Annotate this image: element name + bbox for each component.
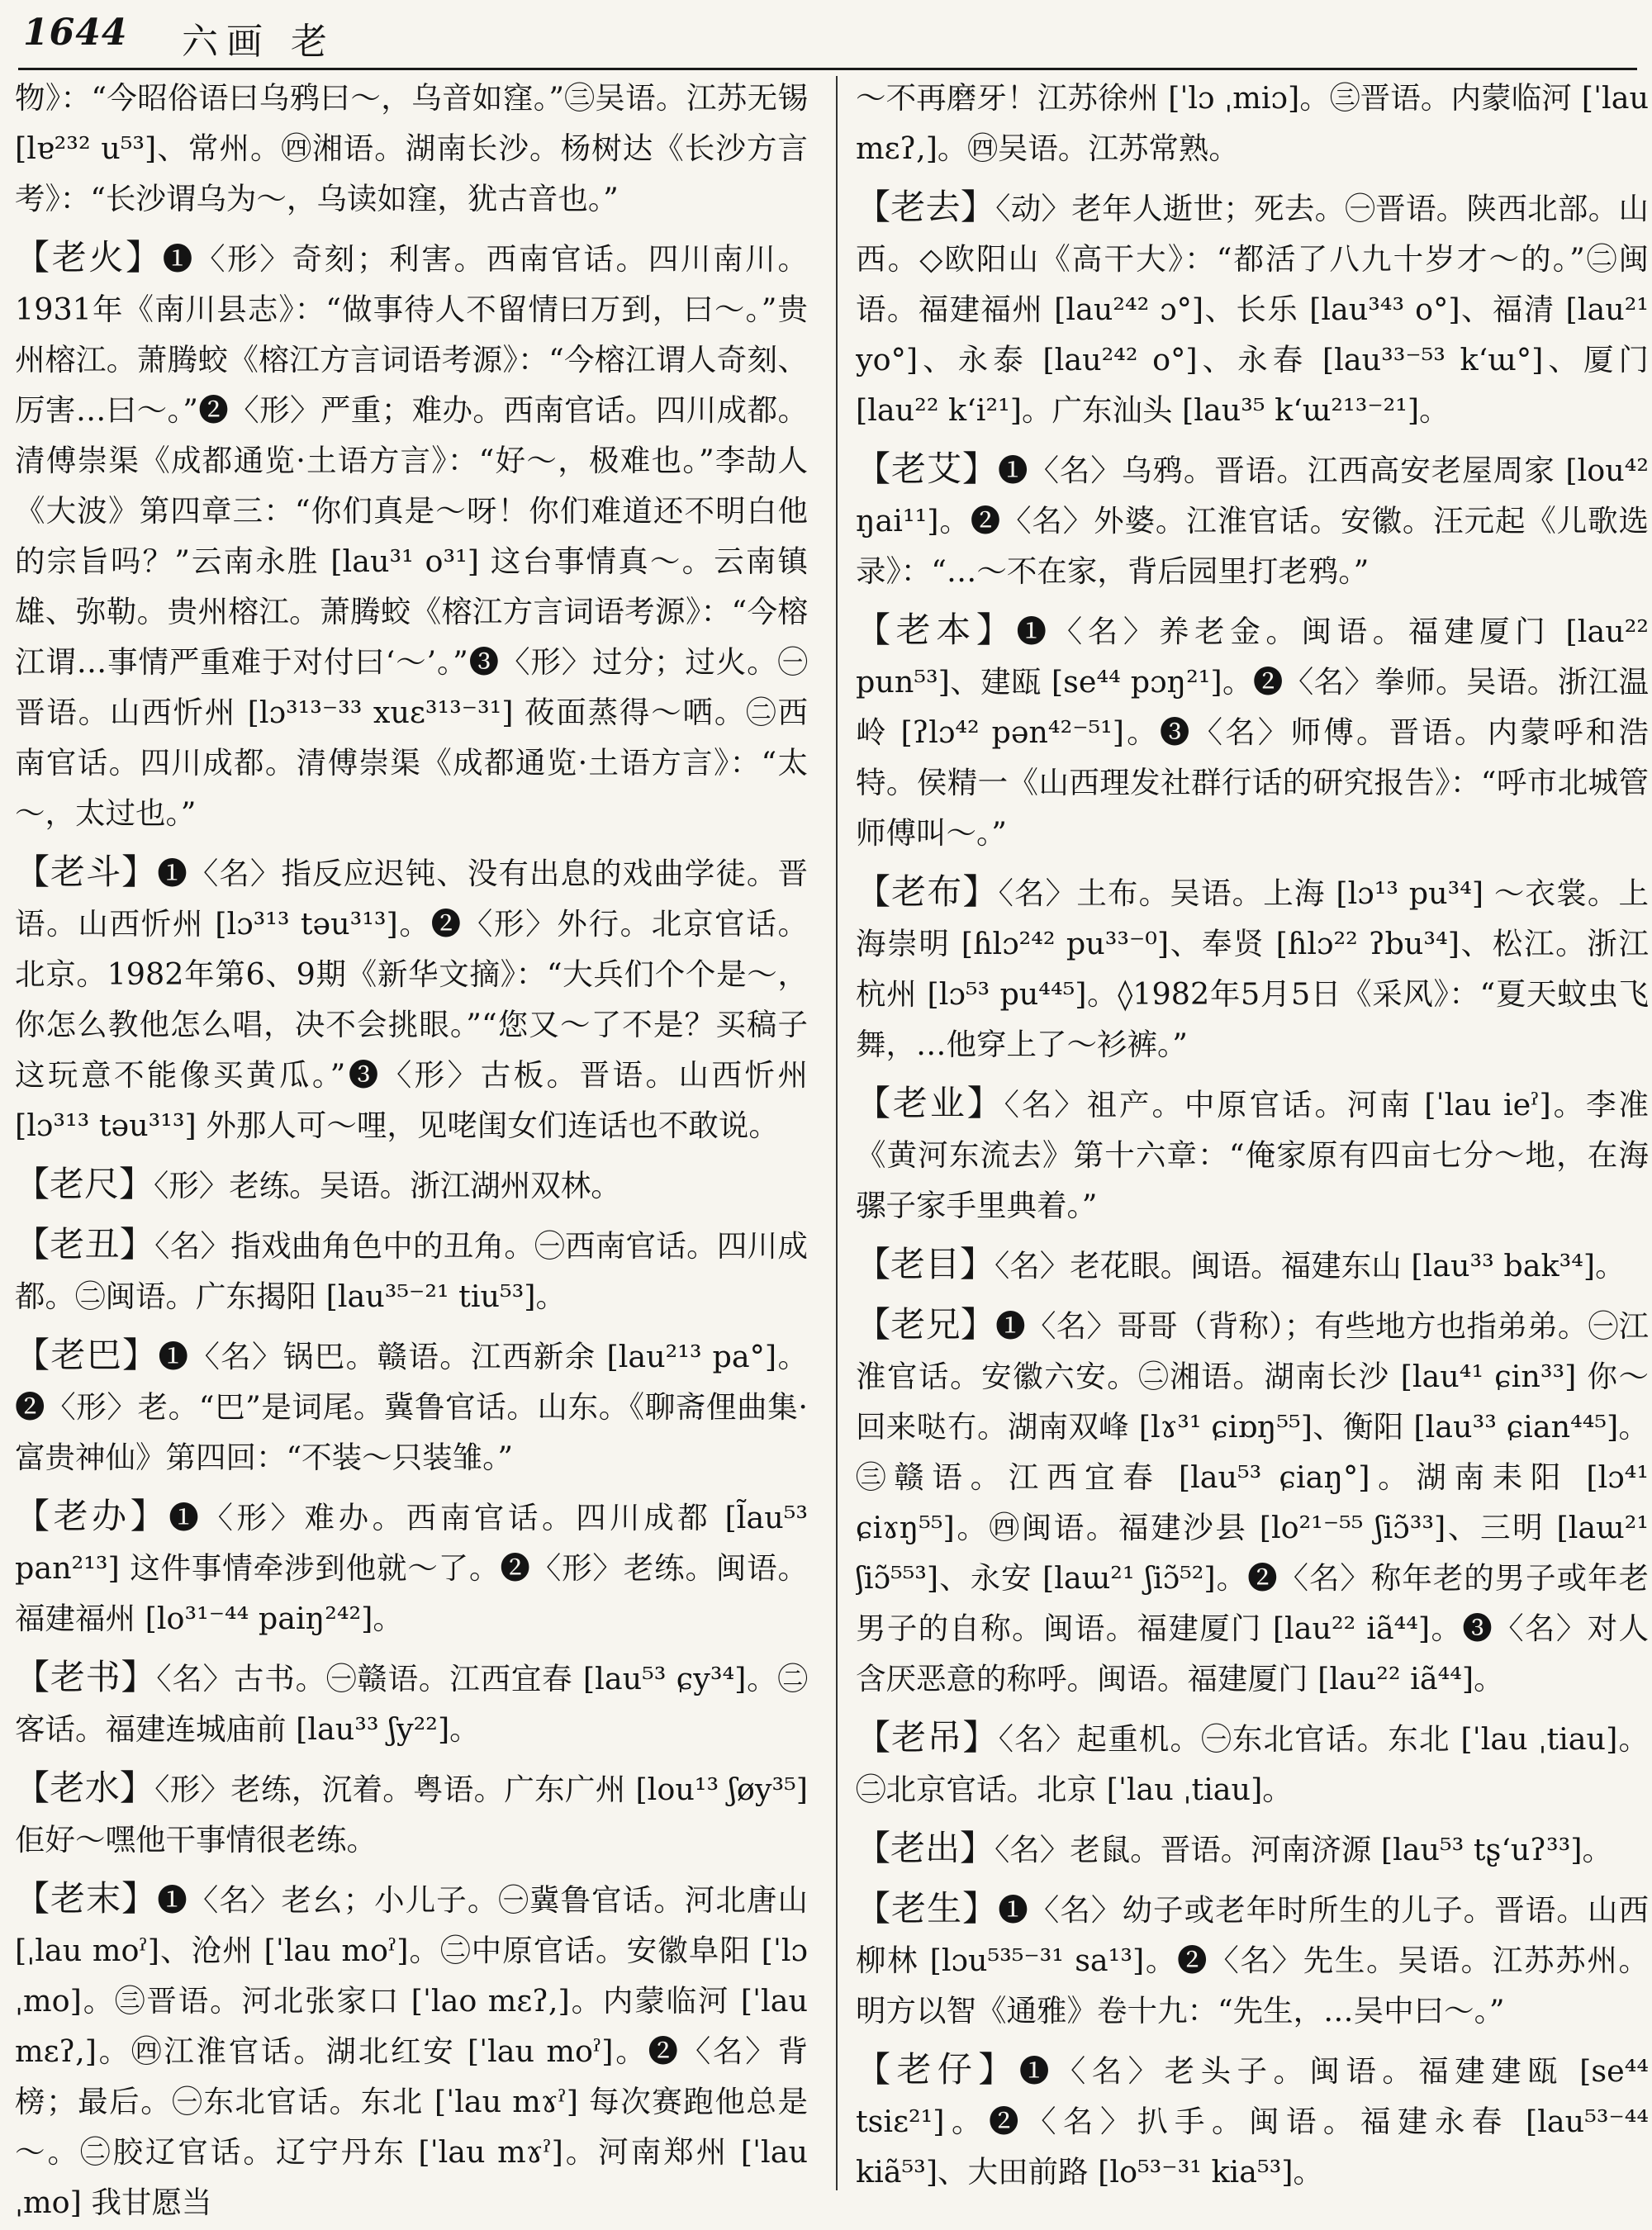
entry-text: 物》：“今昭俗语曰乌鸦曰～，乌音如窪。”㊂吴语。江苏无锡 [lɐ²³² u⁵³]、常州。㊃湘语。湖南长沙。杨树达《长沙方言考》：“长沙谓乌为～，乌读如窪，犹古音也。” <box>15 80 808 216</box>
entry-headword: 【老布】 <box>856 871 999 912</box>
entry-headword: 【老尺】 <box>15 1164 154 1204</box>
entry-headword: 【老去】 <box>856 187 996 227</box>
dictionary-entry <box>856 444 1649 596</box>
section-title: 六画 老 <box>182 21 335 63</box>
entry-text: ❶〈名〉老头子。闽语。福建建瓯 [se⁴⁴ tsiɛ²¹]。❷〈名〉扒手。闽语。福建永春 [lau⁵³⁻⁴⁴ kiã⁵³]、大田前路 [lo⁵³⁻³¹ kia⁵³]。 <box>856 2053 1649 2190</box>
dictionary-entry <box>856 1712 1649 1815</box>
dictionary-entry <box>15 1652 808 1754</box>
entry-headword: 【老巴】 <box>15 1335 159 1375</box>
dictionary-entry <box>15 1763 808 1865</box>
dictionary-entry <box>15 1219 808 1321</box>
dictionary-entry <box>15 1330 808 1483</box>
entry-text: ❶〈名〉养老金。闽语。福建厦门 [lau²² pun⁵³]、建瓯 [se⁴⁴ pɔŋ²¹]。❷〈名〉拳师。吴语。浙江温岭 [ʔlɔ⁴² pən⁴²⁻⁵¹]。❸〈名〉师傅。晋语。内蒙呼和浩特。侯精一《山西理发社群行话的研究报告》：“呼市北城管师傅叫～。” <box>856 614 1649 851</box>
entry-text: ❶〈形〉奇刻；利害。西南官话。四川南川。1931年《南川县志》：“做事待人不留情曰万到，曰～。”贵州榕江。萧腾蛟《榕江方言词语考源》：“今榕江谓人奇刻、厉害…曰～。”❷〈形〉严重；难办。西南官话。四川成都。清傅崇渠《成都通览·土语方言》：“好～，极难也。”李劼人《大波》第四章三：“你们真是～呀！你们难道还不明白他的宗旨吗？”云南永胜 [lau³¹ o³¹] 这台事情真～。云南镇雄、弥勒。贵州榕江。萧腾蛟《榕江方言词语考源》：“今榕江谓…事情严重难于对付曰‘～’。”❸〈形〉过分；过火。㊀晋语。山西忻州 [lɔ³¹³⁻³³ xuɛ³¹³⁻³¹] 莜面蒸得～哂。㊁西南官话。四川成都。清傅崇渠《成都通览·土语方言》：“太～，太过也。” <box>15 241 808 831</box>
dictionary-entry <box>856 1239 1649 1291</box>
dictionary-entry <box>15 1873 808 2220</box>
entry-text: 〈名〉起重机。㊀东北官话。东北 [ˈlau ˌtiau]。㊁北京官话。北京 [ˈlau ˌtiau]。 <box>856 1721 1649 1807</box>
right-column <box>856 73 1649 2220</box>
entry-headword: 【老仔】 <box>856 2049 1019 2090</box>
entry-headword: 【老出】 <box>856 1828 995 1868</box>
entry-text: 〈名〉指戏曲角色中的丑角。㊀西南官话。四川成都。㊁闽语。广东揭阳 [lau³⁵⁻²¹ tiu⁵³]。 <box>15 1228 808 1314</box>
left-column <box>15 73 808 2220</box>
dictionary-entry <box>856 605 1649 858</box>
dictionary-entry <box>15 847 808 1151</box>
dictionary-entry <box>856 1299 1649 1704</box>
entry-headword: 【老兄】 <box>856 1304 996 1345</box>
entry-text: 〈形〉老练。吴语。浙江湖州双林。 <box>154 1168 621 1203</box>
entry-headword: 【老艾】 <box>856 448 998 489</box>
entry-text: ❶〈名〉乌鸦。晋语。江西高安老屋周家 [lou⁴² ŋai¹¹]。❷〈名〉外婆。江淮官话。安徽。汪元起《儿歌选录》：“…～不在家，背后园里打老鸦。” <box>856 453 1649 589</box>
entry-headword: 【老本】 <box>856 610 1017 650</box>
entry-text: ❶〈名〉幼子或老年时所生的儿子。晋语。山西柳林 [lɔu⁵³⁵⁻³¹ sa¹³]。❷〈名〉先生。吴语。江苏苏州。明方以智《通雅》卷十九：“先生，…吴中曰～。” <box>856 1892 1649 2028</box>
entry-text: 〈名〉古书。㊀赣语。江西宜春 [lau⁵³ ɕy³⁴]。㊁客话。福建连城庙前 [lau³³ ʃy²²]。 <box>15 1661 808 1747</box>
dictionary-entry <box>15 1491 808 1644</box>
entry-text: 〈形〉老练，沉着。粤语。广东广州 [lou¹³ ʃøy³⁵] 佢好～嘿他干事情很老练。 <box>15 1772 808 1858</box>
entry-text: ～不再磨牙！江苏徐州 [ˈlɔ ˌmiɔ]。㊂晋语。内蒙临河 [ˈlau mɛʔ,]。㊃吴语。江苏常熟。 <box>856 80 1649 166</box>
page-header <box>18 0 1637 70</box>
dictionary-entry <box>15 232 808 838</box>
entry-text: 〈动〉老年人逝世；死去。㊀晋语。陕西北部。山西。◇欧阳山《高干大》：“都活了八九十岁才～的。”㊁闽语。福建福州 [lau²⁴² ɔ°]、长乐 [lau³⁴³ o°]、福清 [lau²¹ yo°]、永泰 [lau²⁴² o°]、永春 [lau³³⁻⁵³ kʻɯ°]、厦门 [lau²² kʻi²¹]。广东汕头 [lau³⁵ kʻɯ²¹³⁻²¹]。 <box>856 191 1649 428</box>
entry-headword: 【老办】 <box>15 1496 169 1536</box>
entry-text: ❶〈名〉哥哥（背称）；有些地方也指弟弟。㊀江淮官话。安徽六安。㊁湘语。湖南长沙 [lau⁴¹ ɕin³³] 你～回来哒冇。湖南双峰 [lɤ³¹ ɕiɒŋ⁵⁵]、衡阳 [lau³³ ɕian⁴⁴⁵]。㊂赣语。江西宜春 [lau⁵³ ɕiaŋ°]。湖南耒阳 [lɔ⁴¹ ɕiɤŋ⁵⁵]。㊃闽语。福建沙县 [lo²¹⁻⁵⁵ ʃiɔ̃³³]、三明 [laɯ²¹ ʃiɔ̃⁵⁵³]、永安 [laɯ²¹ ʃiɔ̃⁵²]。❷〈名〉称年老的男子或年老男子的自称。闽语。福建厦门 [lau²² iã⁴⁴]。❸〈名〉对人含厌恶意的称呼。闽语。福建厦门 [lau²² iã⁴⁴]。 <box>856 1308 1649 1696</box>
entry-text: 〈名〉土布。吴语。上海 [lɔ¹³ pu³⁴] ～衣裳。上海崇明 [ɦlɔ²⁴² pu³³⁻⁰]、奉贤 [ɦlɔ²² ʔbu³⁴]、松江。浙江杭州 [lɔ⁵³ pu⁴⁴⁵]。◊1982年5月5日《采风》：“夏天蚊虫飞舞，…他穿上了～衫裤。” <box>856 875 1649 1062</box>
page-number: 1644 <box>23 12 128 54</box>
dictionary-entry <box>856 1883 1649 2036</box>
entry-text: ❶〈名〉锅巴。赣语。江西新余 [lau²¹³ pa°]。❷〈形〉老。“巴”是词尾。冀鲁官话。山东。《聊斋俚曲集·富贵神仙》第四回：“不装～只装雏。” <box>15 1339 808 1475</box>
entry-headword: 【老火】 <box>15 237 163 278</box>
entry-headword: 【老斗】 <box>15 852 158 892</box>
entry-text: 〈名〉老鼠。晋语。河南济源 [lau⁵³ tʂʻuʔ³³]。 <box>995 1832 1612 1867</box>
entry-headword: 【老书】 <box>15 1657 157 1697</box>
entry-text: ❶〈名〉指反应迟钝、没有出息的戏曲学徒。晋语。山西忻州 [lɔ³¹³ təu³¹³]。❷〈形〉外行。北京官话。北京。1982年第6、9期《新华文摘》：“大兵们个个是～，你怎么教他怎么唱，决不会挑眼。”“您又～了不是？买稿子这玩意不能像买黄瓜。”❸〈形〉古板。晋语。山西忻州 [lɔ³¹³ təu³¹³] 外那人可～哩，见咾闺女们连话也不敢说。 <box>15 856 808 1143</box>
entry-headword: 【老末】 <box>15 1878 158 1919</box>
entry-text: ❶〈形〉难办。西南官话。四川成都 [l̃au⁵³ pan²¹³] 这件事情牵涉到他就～了。❷〈形〉老练。闽语。福建福州 [lo³¹⁻⁴⁴ paiŋ²⁴²]。 <box>15 1500 808 1636</box>
entry-text: ❶〈名〉老幺；小儿子。㊀冀鲁官话。河北唐山 [ˌlau moˀ]、沧州 [ˈlau moˀ]。㊁中原官话。安徽阜阳 [ˈlɔ ˌmo]。㊂晋语。河北张家口 [ˈlao mɛʔ,]。内蒙临河 [ˈlau mɛʔ,]。㊃江淮官话。湖北红安 [ˈlau moˀ]。❷〈名〉背榜；最后。㊀东北官话。东北 [ˈlau mɤˀ] 每次赛跑他总是～。㊁胶辽官话。辽宁丹东 [ˈlau mɤˀ]。河南郑州 [ˈlau ˌmo] 我甘愿当 <box>15 1882 808 2220</box>
entry-headword: 【老生】 <box>856 1888 999 1929</box>
dictionary-entry <box>15 1159 808 1211</box>
entry-headword: 【老业】 <box>856 1083 1004 1123</box>
dictionary-entry-continued <box>856 73 1649 173</box>
entry-text: 〈名〉老花眼。闽语。福建东山 [lau³³ bak³⁴]。 <box>995 1248 1626 1283</box>
dictionary-entry <box>856 1823 1649 1875</box>
entry-headword: 【老丑】 <box>15 1224 155 1264</box>
entry-headword: 【老水】 <box>15 1767 155 1808</box>
dictionary-entry <box>856 182 1649 435</box>
column-divider <box>836 76 838 2190</box>
dictionary-entry <box>856 1078 1649 1231</box>
entry-headword: 【老吊】 <box>856 1717 999 1758</box>
dictionary-entry <box>856 866 1649 1070</box>
dictionary-entry-continued <box>15 73 808 224</box>
dictionary-entry <box>856 2044 1649 2197</box>
entry-headword: 【老目】 <box>856 1244 995 1284</box>
entry-text: 〈名〉祖产。中原官话。河南 [ˈlau ieˀ]。李准《黄河东流去》第十六章：“俺家原有四亩七分～地，在海骡子家手里典着。” <box>856 1087 1649 1223</box>
